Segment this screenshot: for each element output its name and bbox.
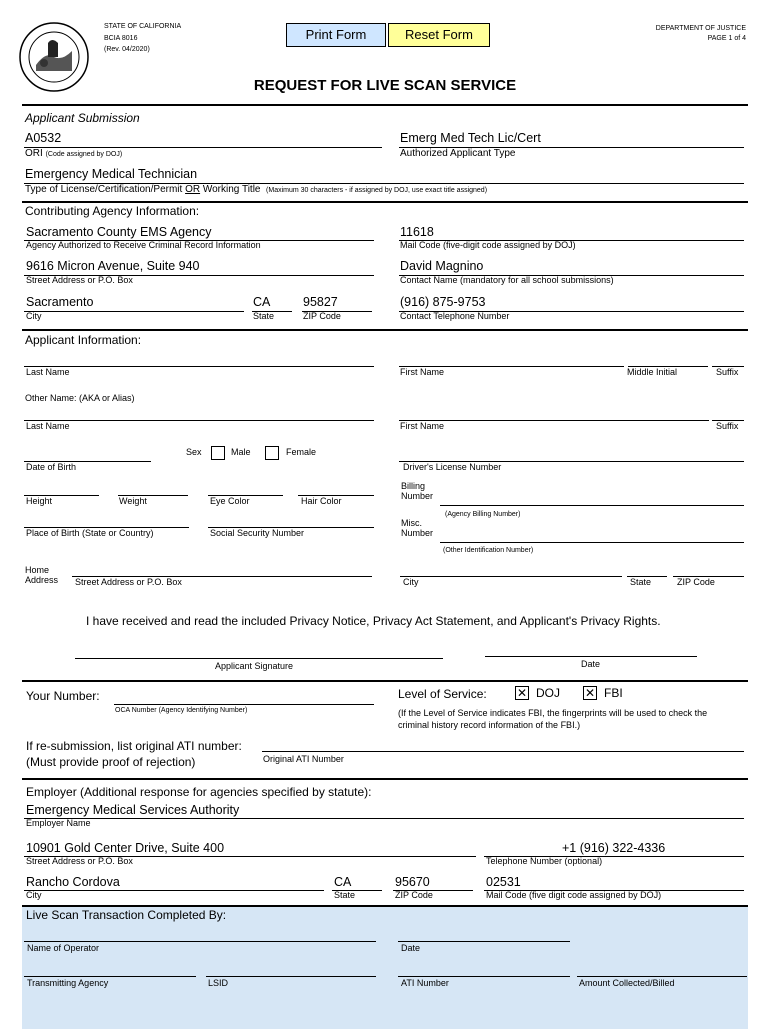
zip-label: ZIP Code xyxy=(303,311,341,321)
agency-label: Agency Authorized to Receive Criminal Record Information xyxy=(26,240,261,250)
lsid-label: LSID xyxy=(208,978,229,988)
contact-name-field[interactable]: David Magnino xyxy=(400,259,484,273)
eye-color-label: Eye Color xyxy=(210,496,250,506)
employer-zip-label: ZIP Code xyxy=(395,890,433,900)
home-state-label: State xyxy=(630,577,652,587)
header-page: PAGE 1 of 4 xyxy=(707,35,746,42)
home-zip-label: ZIP Code xyxy=(677,577,715,587)
level-of-service-label: Level of Service: xyxy=(398,687,487,701)
zip-field[interactable]: 95827 xyxy=(303,295,338,309)
ori-field[interactable]: A0532 xyxy=(25,131,62,145)
signature-date-label: Date xyxy=(581,659,601,669)
dob-label: Date of Birth xyxy=(26,462,77,472)
live-scan-heading: Live Scan Transaction Completed By: xyxy=(26,908,227,922)
your-number-label: Your Number: xyxy=(26,689,100,703)
page-title: REQUEST FOR LIVE SCAN SERVICE xyxy=(253,77,517,94)
weight-label: Weight xyxy=(119,496,147,506)
reset-form-button[interactable]: Reset Form xyxy=(388,23,490,47)
male-checkbox[interactable] xyxy=(211,446,225,460)
first-name-label: First Name xyxy=(400,367,445,377)
contributing-heading: Contributing Agency Information: xyxy=(25,204,200,218)
privacy-statement: I have received and read the included Privacy Notice, Privacy Act Statement, and Applicant's Privacy Rights. xyxy=(86,614,661,628)
employer-city-field[interactable]: Rancho Cordova xyxy=(26,875,120,889)
male-label: Male xyxy=(231,447,251,457)
misc-label: Misc. Number xyxy=(401,518,434,538)
doj-checkbox[interactable]: ✕ xyxy=(516,686,528,700)
employer-state-label: State xyxy=(334,890,356,900)
print-form-button[interactable]: Print Form xyxy=(286,23,386,47)
header-form-id: BCIA 8016 xyxy=(104,35,138,42)
city-label: City xyxy=(26,311,42,321)
employer-heading: Employer (Additional response for agencies specified by statute): xyxy=(26,785,372,799)
billing-note: (Agency Billing Number) xyxy=(445,511,521,518)
employer-name-label: Employer Name xyxy=(26,818,91,828)
applicant-type-field[interactable]: Emerg Med Tech Lic/Cert xyxy=(400,131,541,145)
resubmission-note: (Must provide proof of rejection) xyxy=(26,755,196,769)
sex-label: Sex xyxy=(186,447,202,457)
header-dept: DEPARTMENT OF JUSTICE xyxy=(655,25,746,32)
doj-label: DOJ xyxy=(536,686,560,700)
fbi-note-1: (If the Level of Service indicates FBI, the fingerprints will be used to check the xyxy=(398,708,708,718)
hair-color-label: Hair Color xyxy=(301,496,342,506)
aka-last-name-label: Last Name xyxy=(26,421,70,431)
billing-label: Billing Number xyxy=(401,481,434,501)
fbi-note-2: criminal history record information of the FBI.) xyxy=(398,720,581,730)
license-field[interactable]: Emergency Medical Technician xyxy=(25,167,198,181)
ssn-label: Social Security Number xyxy=(210,528,305,538)
other-name-label: Other Name: (AKA or Alias) xyxy=(25,393,135,403)
original-ati-label: Original ATI Number xyxy=(263,754,344,764)
city-field[interactable]: Sacramento xyxy=(26,295,94,309)
contact-name-label: Contact Name (mandatory for all school submissions) xyxy=(400,275,614,285)
employer-mail-code-field[interactable]: 02531 xyxy=(486,875,521,889)
misc-note: (Other Identification Number) xyxy=(443,547,534,554)
ati-number-label: ATI Number xyxy=(401,978,449,988)
employer-street-field[interactable]: 10901 Gold Center Drive, Suite 400 xyxy=(26,841,225,855)
employer-street-label: Street Address or P.O. Box xyxy=(26,856,133,866)
phone-field[interactable]: (916) 875-9753 xyxy=(400,295,486,309)
ori-label: ORI (Code assigned by DOJ) xyxy=(25,148,123,159)
female-checkbox[interactable] xyxy=(265,446,279,460)
header-state: STATE OF CALIFORNIA xyxy=(104,23,182,30)
license-label: Type of License/Certification/Permit OR Working Title (Maximum 30 characters - if assigned by DOJ, use exact title assigned) xyxy=(25,184,488,195)
drivers-license-label: Driver's License Number xyxy=(403,462,502,472)
employer-phone-label: Telephone Number (optional) xyxy=(486,856,603,866)
middle-initial-label: Middle Initial xyxy=(627,367,678,377)
home-address-label: Home Address xyxy=(25,565,59,585)
last-name-label: Last Name xyxy=(26,367,70,377)
phone-label: Contact Telephone Number xyxy=(400,311,510,321)
header-rev: (Rev. 04/2020) xyxy=(104,46,150,53)
fbi-label: FBI xyxy=(604,686,623,700)
home-city-label: City xyxy=(403,577,419,587)
employer-city-label: City xyxy=(26,890,42,900)
signature-label: Applicant Signature xyxy=(215,661,294,671)
state-field[interactable]: CA xyxy=(253,295,271,309)
resubmission-label: If re-submission, list original ATI number: xyxy=(26,739,242,753)
aka-suffix-label: Suffix xyxy=(716,421,739,431)
operator-label: Name of Operator xyxy=(27,943,100,953)
amount-label: Amount Collected/Billed xyxy=(579,978,675,988)
employer-mail-code-label: Mail Code (five digit code assigned by DOJ) xyxy=(486,890,662,900)
employer-name-field[interactable]: Emergency Medical Services Authority xyxy=(26,803,240,817)
oca-note: OCA Number (Agency Identifying Number) xyxy=(115,707,248,714)
agency-field[interactable]: Sacramento County EMS Agency xyxy=(26,225,212,239)
employer-state-field[interactable]: CA xyxy=(334,875,352,889)
fbi-checkbox[interactable]: ✕ xyxy=(584,686,596,700)
aka-first-name-label: First Name xyxy=(400,421,445,431)
applicant-info-heading: Applicant Information: xyxy=(25,333,142,347)
livescan-date-label: Date xyxy=(401,943,421,953)
employer-phone-field[interactable]: +1 (916) 322-4336 xyxy=(562,841,666,855)
live-scan-section xyxy=(22,905,748,1029)
home-street-label: Street Address or P.O. Box xyxy=(75,577,182,587)
mail-code-label: Mail Code (five-digit code assigned by DOJ) xyxy=(400,240,576,250)
place-of-birth-label: Place of Birth (State or Country) xyxy=(26,528,154,538)
female-label: Female xyxy=(286,447,317,457)
applicant-type-label: Authorized Applicant Type xyxy=(400,148,516,159)
state-label: State xyxy=(253,311,275,321)
street-label: Street Address or P.O. Box xyxy=(26,275,133,285)
height-label: Height xyxy=(26,496,53,506)
transmitting-agency-label: Transmitting Agency xyxy=(27,978,109,988)
employer-zip-field[interactable]: 95670 xyxy=(395,875,430,889)
applicant-submission-heading: Applicant Submission xyxy=(25,111,140,125)
suffix-label: Suffix xyxy=(716,367,739,377)
mail-code-field[interactable]: 11618 xyxy=(400,225,434,239)
street-field[interactable]: 9616 Micron Avenue, Suite 940 xyxy=(26,259,200,273)
